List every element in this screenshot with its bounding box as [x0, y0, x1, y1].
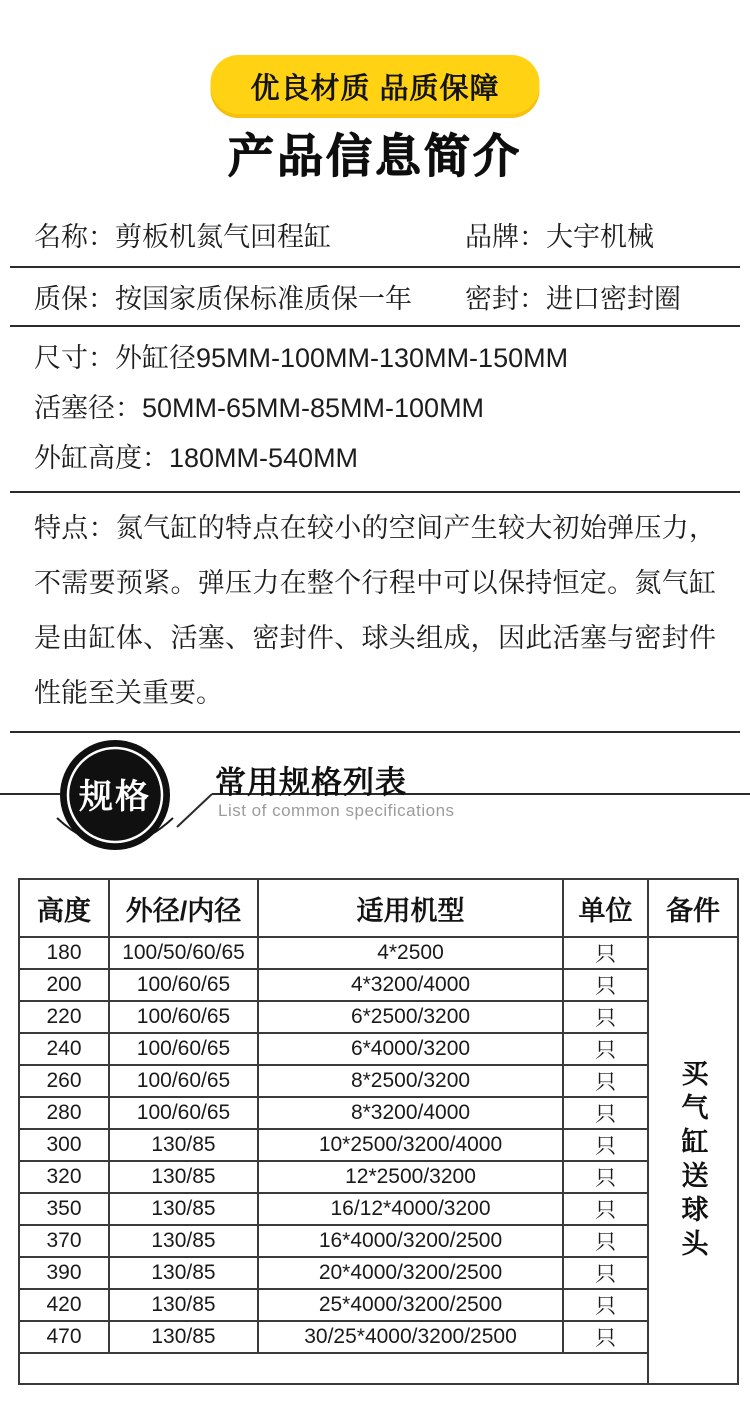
- seal-pair: [465, 277, 740, 316]
- table-cell: 6*2500/3200: [258, 1001, 563, 1033]
- table-cell: 4*2500: [258, 937, 563, 969]
- product-info-section: [10, 203, 740, 733]
- table-cell: 8*3200/4000: [258, 1097, 563, 1129]
- table-cell: 6*4000/3200: [258, 1033, 563, 1065]
- table-cell: 4*3200/4000: [258, 969, 563, 1001]
- brand-label: 品牌：: [465, 222, 546, 252]
- col-header-spare: 备件: [648, 879, 738, 937]
- spec-table-head: [19, 879, 738, 937]
- table-cell: 370: [19, 1225, 109, 1257]
- table-cell: 10*2500/3200/4000: [258, 1129, 563, 1161]
- table-cell: 只: [563, 1033, 648, 1065]
- col-header-unit: 单位: [563, 879, 648, 937]
- spec-list-subtitle: List of common specifications: [218, 801, 455, 820]
- table-cell: 280: [19, 1097, 109, 1129]
- table-cell: 300: [19, 1129, 109, 1161]
- table-cell: 100/60/65: [109, 1065, 258, 1097]
- table-cell: 130/85: [109, 1161, 258, 1193]
- table-cell: 只: [563, 1161, 648, 1193]
- table-row: [19, 1321, 738, 1353]
- table-row: [19, 1289, 738, 1321]
- table-cell: 30/25*4000/3200/2500: [258, 1321, 563, 1353]
- name-pair: [10, 215, 465, 254]
- seal-label: 密封：: [465, 284, 546, 314]
- table-cell: 220: [19, 1001, 109, 1033]
- table-footer-cell: [19, 1353, 648, 1384]
- table-row: [19, 969, 738, 1001]
- piston-line: 活塞径：50MM-65MM-85MM-100MM: [34, 393, 485, 423]
- table-cell: 20*4000/3200/2500: [258, 1257, 563, 1289]
- table-cell: 470: [19, 1321, 109, 1353]
- spec-list-title: 常用规格列表: [215, 765, 407, 800]
- table-header-row: [19, 879, 738, 937]
- table-cell: 8*2500/3200: [258, 1065, 563, 1097]
- feature-paragraph: 特点：氮气缸的特点在较小的空间产生较大初始弹压力，不需要预紧。弹压力在整个行程中可以保持恒定。氮气缸是由缸体、活塞、密封件、球头组成，因此活塞与密封件性能至关重要。: [10, 493, 740, 733]
- warranty-label: 质保：: [34, 284, 115, 314]
- table-cell: 16/12*4000/3200: [258, 1193, 563, 1225]
- table-cell: 420: [19, 1289, 109, 1321]
- info-row-warranty-seal: [10, 268, 740, 327]
- table-cell: 130/85: [109, 1321, 258, 1353]
- table-cell: 只: [563, 1065, 648, 1097]
- table-cell: 16*4000/3200/2500: [258, 1225, 563, 1257]
- table-cell: 只: [563, 1193, 648, 1225]
- info-row-name-brand: [10, 203, 740, 268]
- table-cell: 只: [563, 1129, 648, 1161]
- brand-value: 大宇机械: [546, 222, 654, 252]
- table-cell: 240: [19, 1033, 109, 1065]
- table-cell: 只: [563, 1321, 648, 1353]
- brand-pair: [465, 215, 740, 254]
- name-value: 剪板机氮气回程缸: [115, 222, 331, 252]
- table-footer-row: [19, 1353, 738, 1384]
- table-cell: 只: [563, 1097, 648, 1129]
- table-cell: 130/85: [109, 1225, 258, 1257]
- table-row: [19, 1033, 738, 1065]
- col-header-diameter: 外径/内径: [109, 879, 258, 937]
- table-cell: 只: [563, 1225, 648, 1257]
- col-header-height: 高度: [19, 879, 109, 937]
- table-row: [19, 1161, 738, 1193]
- table-row: [19, 1129, 738, 1161]
- table-cell: 350: [19, 1193, 109, 1225]
- dimensions-block: [10, 327, 740, 493]
- table-row: [19, 1097, 738, 1129]
- table-cell: 只: [563, 937, 648, 969]
- name-label: 名称：: [34, 222, 115, 252]
- warranty-pair: [10, 277, 465, 316]
- spare-parts-note: 买气缸送球头: [677, 1058, 708, 1263]
- table-row: [19, 1257, 738, 1289]
- quality-badge: 优良材质 品质保障: [210, 55, 539, 118]
- table-row: [19, 1225, 738, 1257]
- seal-value: 进口密封圈: [546, 284, 681, 314]
- table-cell: 100/60/65: [109, 1097, 258, 1129]
- table-cell: 320: [19, 1161, 109, 1193]
- table-cell: 25*4000/3200/2500: [258, 1289, 563, 1321]
- spec-table-body: [19, 937, 738, 1384]
- table-cell: 12*2500/3200: [258, 1161, 563, 1193]
- table-cell: 只: [563, 1289, 648, 1321]
- table-cell: 200: [19, 969, 109, 1001]
- table-row: [19, 1001, 738, 1033]
- table-cell: 100/60/65: [109, 969, 258, 1001]
- table-cell: 100/60/65: [109, 1001, 258, 1033]
- table-row: [19, 937, 738, 969]
- spec-badge-text: 规格: [79, 778, 151, 816]
- table-cell: 只: [563, 1257, 648, 1289]
- size-line: 尺寸：外缸径95MM-100MM-130MM-150MM: [34, 343, 569, 373]
- spare-parts-note-cell: [648, 937, 738, 1384]
- table-row: [19, 1065, 738, 1097]
- table-cell: 130/85: [109, 1193, 258, 1225]
- height-line: 外缸高度：180MM-540MM: [34, 443, 359, 473]
- table-cell: 180: [19, 937, 109, 969]
- spec-table: [18, 878, 739, 1385]
- table-cell: 只: [563, 969, 648, 1001]
- table-row: [19, 1193, 738, 1225]
- warranty-value: 按国家质保标准质保一年: [115, 284, 412, 314]
- table-cell: 100/50/60/65: [109, 937, 258, 969]
- table-cell: 390: [19, 1257, 109, 1289]
- page-title: 产品信息简介: [228, 130, 522, 182]
- table-cell: 130/85: [109, 1257, 258, 1289]
- table-cell: 100/60/65: [109, 1033, 258, 1065]
- col-header-models: 适用机型: [258, 879, 563, 937]
- table-cell: 130/85: [109, 1129, 258, 1161]
- table-cell: 只: [563, 1001, 648, 1033]
- table-cell: 260: [19, 1065, 109, 1097]
- table-cell: 130/85: [109, 1289, 258, 1321]
